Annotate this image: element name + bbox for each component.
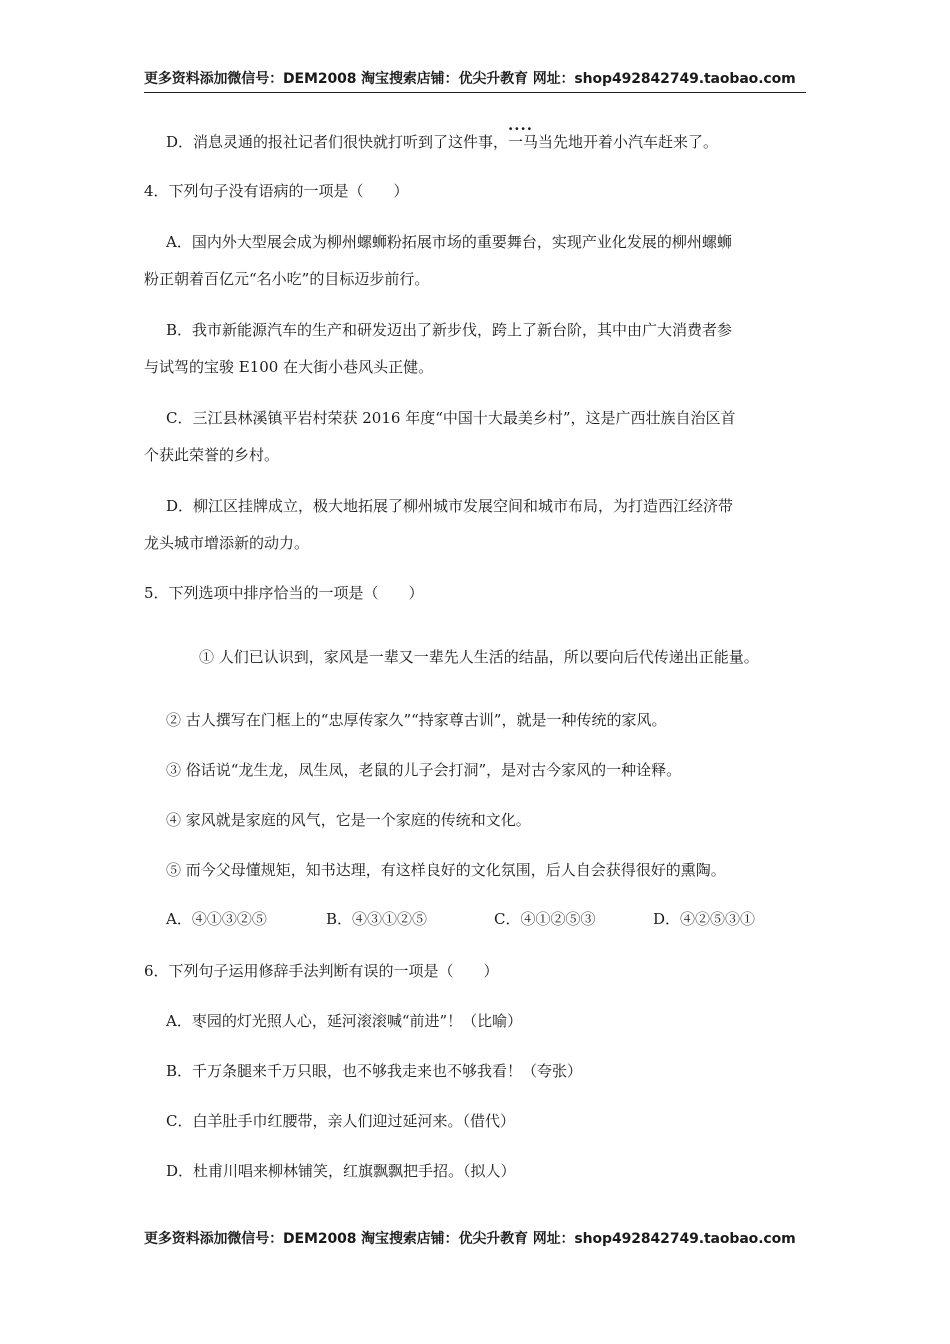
q6-option-c: C．白羊肚手巾红腰带，亲人们迎过延河来。（借代） [166,1112,515,1130]
q5-sentence-5: ⑤ 而今父母懂规矩，知书达理，有这样良好的文化氛围，后人自会获得很好的熏陶。 [166,861,726,879]
q4-option-b-line1: B．我市新能源汽车的生产和研发迈出了新步伐，跨上了新台阶，其中由广大消费者参 [166,321,733,339]
q4-option-c-line1: C．三江县林溪镇平岩村荣获 2016 年度“中国十大最美乡村”，这是广西壮族自治区首 [166,409,736,427]
q3-option-d-pre: D．消息灵通的报社记者们很快就打听到了这件事， [166,133,509,151]
q5-option-d: D．④②⑤③① [653,910,756,928]
q4-option-a-line1: A．国内外大型展会成为柳州螺蛳粉拓展市场的重要舞台，实现产业化发展的柳州螺蛳 [166,233,732,251]
q5-option-b: B．④③①②⑤ [326,910,428,928]
q3-option-d-emphasis: ···· 一马当先 [508,133,568,151]
q5-option-a: A．④①③②⑤ [166,910,267,928]
q5-sentence-4: ④ 家风就是家庭的风气，它是一个家庭的传统和文化。 [166,811,531,829]
q4-option-c-line2: 个获此荣誉的乡村。 [144,446,280,464]
q4-option-d-line1: D．柳江区挂牌成立，极大地拓展了柳州城市发展空间和城市布局，为打造西江经济带 [166,497,734,515]
q6-option-b: B．千万条腿来千万只眼，也不够我走来也不够我看！（夸张） [166,1062,583,1080]
q4-stem: 4．下列句子没有语病的一项是（ ） [144,182,409,200]
q4-option-b-line2: 与试驾的宝骏 E100 在大街小巷风头正健。 [144,358,434,376]
q5-sentence-1: ① 人们已认识到，家风是一辈又一辈先人生活的结晶，所以要向后代传递出正能量。 [199,648,759,666]
q5-sentence-3: ③ 俗话说“龙生龙，凤生凤，老鼠的儿子会打洞”，是对古今家风的一种诠释。 [166,761,682,779]
q5-sentence-2: ② 古人撰写在门框上的“忠厚传家久”“持家尊古训”，就是一种传统的家风。 [166,711,667,729]
q3-option-d [166,131,718,152]
q3-option-d-post: 地开着小汽车赶来了。 [568,133,719,151]
q6-option-d: D．杜甫川唱来柳林铺笑，红旗飘飘把手招。（拟人） [166,1162,516,1180]
q5-option-c: C．④①②⑤③ [494,910,596,928]
page-footer: 更多资料添加微信号：DEM2008 淘宝搜索店铺：优尖升教育 网址：shop492842749.taobao.com [144,1231,796,1247]
page-header: 更多资料添加微信号：DEM2008 淘宝搜索店铺：优尖升教育 网址：shop492842749.taobao.com [144,68,806,93]
q6-stem: 6．下列句子运用修辞手法判断有误的一项是（ ） [144,962,499,980]
q5-stem: 5．下列选项中排序恰当的一项是（ ） [144,584,424,602]
q4-option-d-line2: 龙头城市增添新的动力。 [144,534,310,552]
q6-option-a: A．枣园的灯光照人心，延河滚滚喊“前进”！（比喻） [166,1012,523,1030]
q4-option-a-line2: 粉正朝着百亿元“名小吃”的目标迈步前行。 [144,270,430,288]
